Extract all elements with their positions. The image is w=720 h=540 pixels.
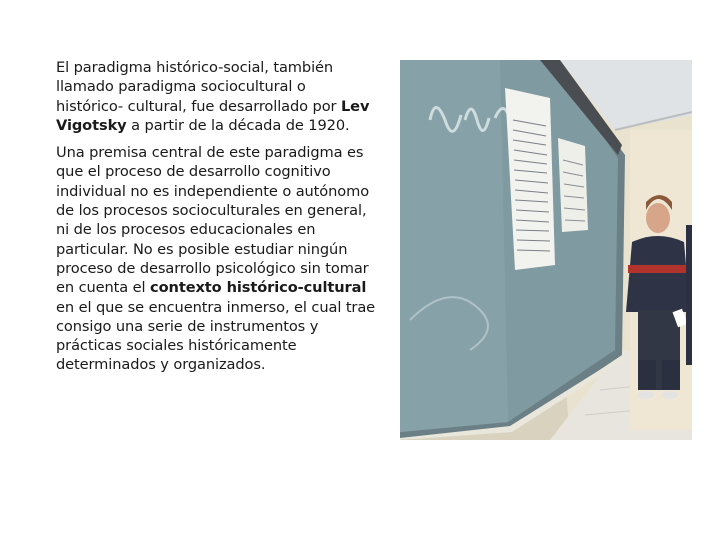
paragraph-intro xyxy=(56,58,376,135)
body-text xyxy=(56,58,376,383)
intro-text: El paradigma histórico-social, también llamado paradigma sociocultural o histórico- cultural, fue desarrollado por xyxy=(56,59,341,115)
context-term: contexto histórico-cultural xyxy=(150,279,367,297)
paragraph-premise xyxy=(56,143,376,375)
intro-text-end: a partir de la década de 1920. xyxy=(126,116,350,134)
premise-text-end: en el que se encuentra inmerso, el cual trae consigo una serie de instrumentos y prácticas sociales históricamente determinados y organizados. xyxy=(56,298,376,374)
premise-text: Una premisa central de este paradigma es que el proceso de desarrollo cognitivo individual no es independiente o autónomo de los procesos socioculturales en general, ni de los procesos educacionales en particular. No es posible estudiar ningún proceso de desarrollo psicológico sin tomar en cuenta el xyxy=(56,144,370,297)
author-name: Lev Vigotsky xyxy=(56,97,370,134)
classroom-photo xyxy=(400,60,692,440)
